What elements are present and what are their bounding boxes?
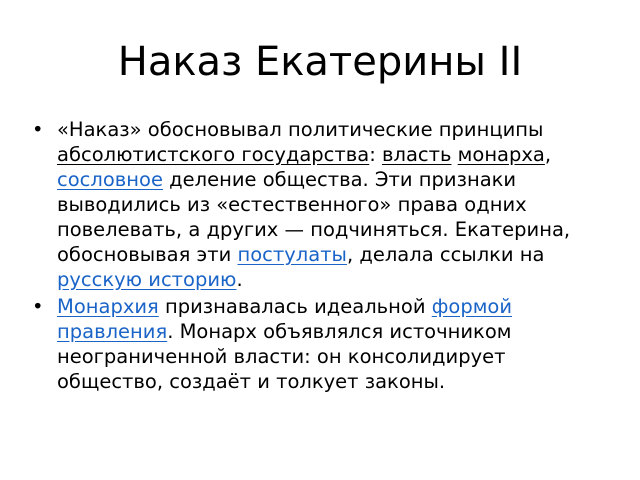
bullet-1-text-5: деление общества. Эти признаки выводились из «естественного» права одних повелевать, а других — подчиняться. Екатерина, обосновывая эти xyxy=(57,168,571,266)
bullet-item-1 xyxy=(32,117,612,292)
form-of-government-link[interactable]: формой правления xyxy=(57,295,513,343)
bullet-marker: • xyxy=(32,295,44,318)
estate-link[interactable]: сословное xyxy=(57,168,163,191)
bullet-2-text-1: признавалась идеальной xyxy=(158,295,432,318)
bullet-1-text-4: , xyxy=(544,143,552,166)
bullet-1-text-2: : xyxy=(369,143,382,166)
monarchy-link[interactable]: Монархия xyxy=(57,295,159,318)
bullet-2-text-2: . Монарх объявлялся источником неограниченной власти: он консолидирует общество, создаёт и толкует законы. xyxy=(57,320,512,393)
monarch-text: монарха xyxy=(457,143,545,166)
power-text: власть xyxy=(381,143,452,166)
russian-history-link[interactable]: русскую историю xyxy=(57,268,237,291)
slide-title: Наказ Екатерины II xyxy=(117,39,523,85)
bullet-marker: • xyxy=(32,118,44,141)
bullet-1-text-1: «Наказ» обосновывал политические принципы xyxy=(57,118,544,141)
absolutist-state-text: абсолютистского государства xyxy=(57,143,370,166)
postulates-link[interactable]: постулаты xyxy=(237,243,347,266)
bullet-item-2 xyxy=(32,294,612,394)
bullet-1-text-6: , делала ссылки на xyxy=(346,243,545,266)
bullet-list xyxy=(32,117,612,396)
bullet-1-text-7: . xyxy=(236,268,243,291)
